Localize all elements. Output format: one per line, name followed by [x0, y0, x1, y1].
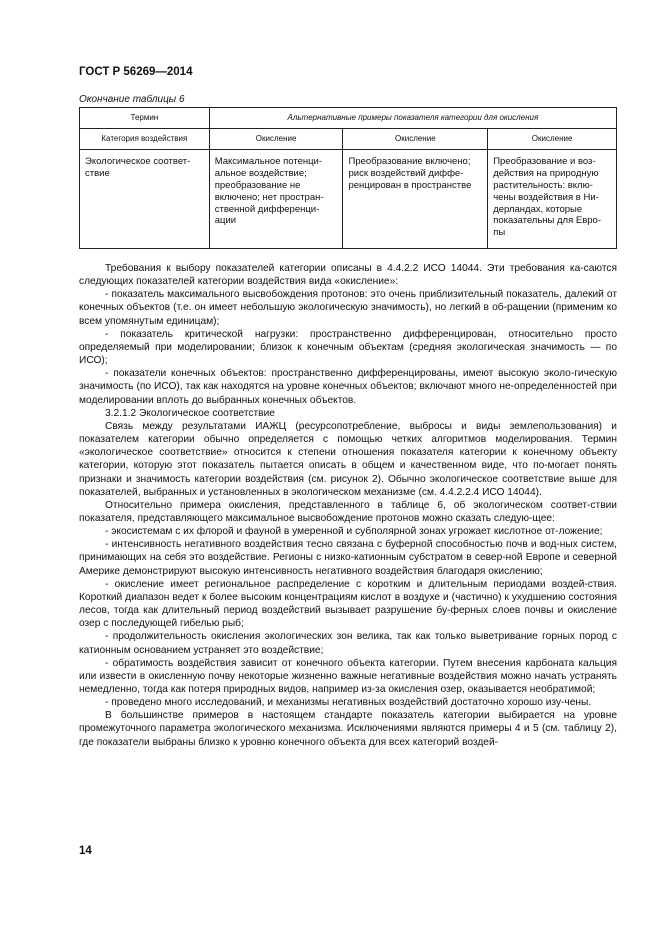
table-header-row: [80, 108, 617, 129]
paragraph: - показатели конечных объектов: пространственно дифференцированы, имеют высокую эколо-гическую значимость (по ИСО), так как находятся на уровне конечных объектов; включают много не-определенностей при моделировании вплоть до выбранных конечных объектов.: [79, 368, 617, 406]
paragraph: - показатель критической нагрузки: пространственно дифференцирован, относительно просто определяемый при моделировании; близок к конечным объектам (средняя экологическая значимость — по ИСО);: [79, 328, 617, 367]
table-cell: Максимальное потенци-альное воздействие; преобразование не включено; нет простран-ственной дифференци-ации: [209, 150, 343, 249]
table-cell: Категория воздействия: [80, 129, 210, 150]
table-cell: Преобразование включено; риск воздействий диффе-ренцирован в пространстве: [343, 150, 488, 249]
term-header-cell: Термин: [80, 108, 210, 129]
paragraph: - интенсивность негативного воздействия тесно связана с буферной способностью почв и вод-ных систем, принимающих на себя это воздействие. Регионы с низко-катионным субстратом в север-ной Европе и северной Америке демонстрируют высокую интенсивность негативного воздействия благодаря окислению;: [79, 539, 617, 577]
table-cell: Преобразование и воз-действия на природную растительность: вклю-чены воздействия в Ни-дерландах, которые показательны для Евро-пы: [488, 150, 617, 249]
page-number: 14: [79, 845, 92, 857]
paragraph: - проведено много исследований, и механизмы негативных воздействий достаточно хорошо изу-чены.: [105, 697, 592, 709]
paragraph: - обратимость воздействия зависит от конечного объекта категории. Путем внесения карбоната кальция или извести в окисленную почву некоторые жизненно важные негативные воздействия можно начать устранять немедленно, тогда как потеря природных видов, например из-за окисления озер, оказывается необратимой;: [79, 657, 617, 695]
paragraph: Связь между результатами ИАЖЦ (ресурсопотребление, выбросы и виды землепользования) и показателем категории обычно определяется с помощью четких алгоритмов моделирования. Термин «экологическое соответствие» относится к степени отношения показателя категории к конечному объекту категории, которую этот показатель пытается описать в общем и качественном виде, что по-могает понять признаки и значимость категории воздействия (см. рисунок 2). Обычно экологическое соответствие выше для показателей, выбранных и установленных в экологическом механизме (см. 4.4.2.2.4 ИСО 14044).: [79, 420, 617, 498]
table-subheader-row: [80, 129, 617, 150]
table-cell: Окисление: [209, 129, 343, 150]
section-heading: 3.2.1.2 Экологическое соответствие: [105, 407, 275, 419]
table-cell: Экологическое соответ-ствие: [80, 150, 210, 249]
table-caption: Окончание таблицы 6: [79, 94, 185, 105]
alt-examples-header-cell: Альтернативные примеры показателя категории для окисления: [209, 108, 616, 129]
paragraph: - показатель максимального высвобождения протонов: это очень приблизительный показатель, далекий от конечных объектов (т.е. он имеет небольшую экологическую значимость), но легкий в об-ращении (применим ко всем упомянутым единицам);: [79, 289, 617, 327]
table-row: [80, 150, 617, 249]
paragraph: Относительно примера окисления, представленного в таблице 6, об экологическом соответ-ствии показателя, представляющего максимальное высвобождение протонов можно сказать следую-щее:: [79, 499, 617, 524]
table-cell: Окисление: [488, 129, 617, 150]
paragraph: В большинстве примеров в настоящем стандарте показатель категории выбирается на уровне промежуточного параметра экологического механизма. Исключениями являются примеры 4 и 5 (см. таблицу 2), где показатели выбраны близко к уровню конечного объекта для всех категорий воздей-: [79, 710, 617, 748]
body-text: [79, 262, 617, 749]
paragraph: - экосистемам с их флорой и фауной в умеренной и субполярной зонах угрожает кислотное от-ложение;: [105, 526, 603, 538]
paragraph: - продолжительность окисления экологических зон велика, так как только выветривание горных пород с катионным основанием устраняет это воздействие;: [79, 631, 617, 656]
document-header: ГОСТ Р 56269—2014: [79, 66, 193, 78]
table-cell: Окисление: [343, 129, 488, 150]
paragraph: - окисление имеет региональное распределение с коротким и длительным периодами воздей-ствия. Короткий диапазон ведет к более высоким концентрациям кислот в воздухе и (частично) к ухудшению состояния лесов, тогда как длительный период воздействий вызывает разрушение бу-ферных слоев почвы и окисление озер с последующей гибелью рыб;: [79, 578, 617, 630]
paragraph: Требования к выбору показателей категории описаны в 4.4.2.2 ИСО 14044. Эти требования ка-саются следующих показателей категории воздействия вида «окисление»:: [79, 263, 617, 288]
table-6: [79, 107, 617, 249]
